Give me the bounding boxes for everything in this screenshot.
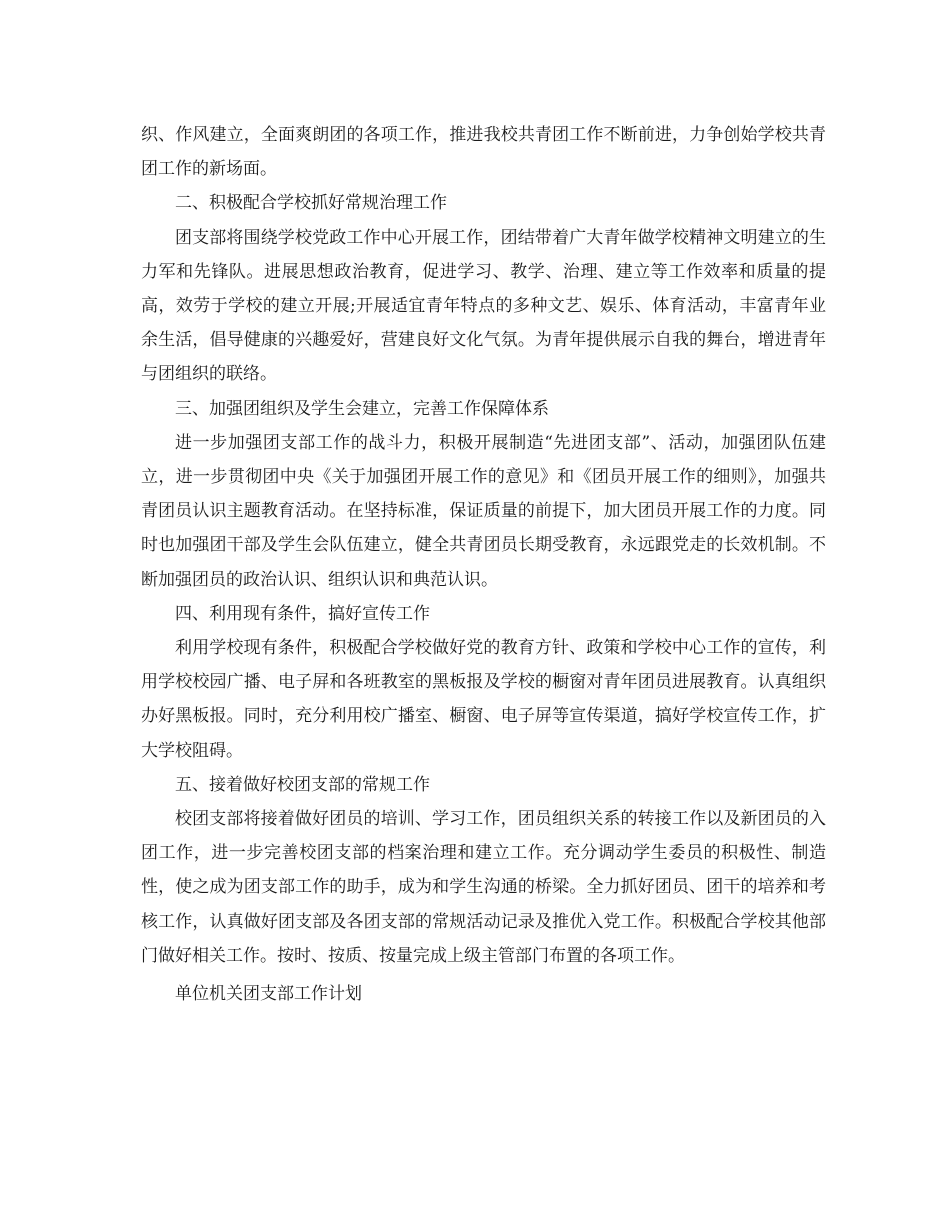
section-heading-2: 二、积极配合学校抓好常规治理工作 <box>175 193 447 214</box>
paragraph-continuation: 织、作风建立，全面爽朗团的各项工作，推进我校共青团工作不断前进，力争创始学校共青团工作的新场面。 <box>141 125 826 180</box>
section-heading-3: 三、加强团组织及学生会建立，完善工作保障体系 <box>175 398 549 419</box>
paragraph-section-4: 利用学校现有条件，积极配合学校做好党的教育方针、政策和学校中心工作的宣传，利用学校校园广播、电子屏和各班教室的黑板报及学校的橱窗对青年团员进展教育。认真组织办好黑板报。同时，充分利用校广播室、橱窗、电子屏等宣传渠道，搞好学校宣传工作，扩大学校阻碍。 <box>141 638 826 761</box>
section-heading-5: 五、接着做好校团支部的常规工作 <box>175 774 430 795</box>
paragraph-section-2: 团支部将围绕学校党政工作中心开展工作，团结带着广大青年做学校精神文明建立的生力军和先锋队。进展思想政治教育，促进学习、教学、治理、建立等工作效率和质量的提高，效劳于学校的建立开展;开展适宜青年特点的多种文艺、娱乐、体育活动，丰富青年业余生活，倡导健康的兴趣爱好，营建良好文化气氛。为青年提供展示自我的舞台，增进青年与团组织的联络。 <box>141 227 826 385</box>
section-heading-4: 四、利用现有条件，搞好宣传工作 <box>175 603 430 624</box>
paragraph-section-5: 校团支部将接着做好团员的培训、学习工作，团员组织关系的转接工作以及新团员的入团工作，进一步完善校团支部的档案治理和建立工作。充分调动学生委员的积极性、制造性，使之成为团支部工作的助手，成为和学生沟通的桥梁。全力抓好团员、团干的培养和考核工作，认真做好团支部及各团支部的常规活动记录及推优入党工作。积极配合学校其他部门做好相关工作。按时、按质、按量完成上级主管部门布置的各项工作。 <box>141 809 826 966</box>
next-document-title: 单位机关团支部工作计划 <box>175 984 362 1005</box>
document-body <box>141 118 826 1011</box>
paragraph-section-3: 进一步加强团支部工作的战斗力，积极开展制造“先进团支部”、活动，加强团队伍建立，进一步贯彻团中央《关于加强团开展工作的意见》和《团员开展工作的细则》，加强共青团员认识主题教育活动。在坚持标准，保证质量的前提下，加大团员开展工作的力度。同时也加强团干部及学生会队伍建立，健全共青团员长期受教育，永远跟党走的长效机制。不断加强团员的政治认识、组织认识和典范认识。 <box>141 432 826 590</box>
